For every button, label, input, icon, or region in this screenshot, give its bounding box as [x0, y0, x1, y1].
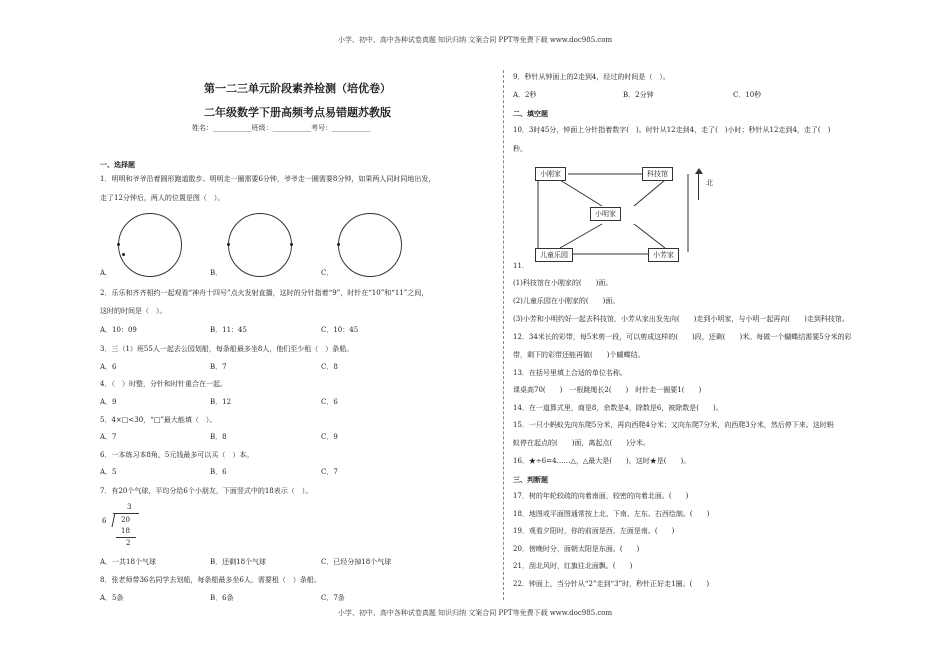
- q2-option-b[interactable]: B．11：45: [210, 326, 247, 334]
- question-1-cont: 走了12分钟后，两人的位置是图（ ）。: [100, 194, 225, 202]
- question-15-cont: 蚁停在起点的( )面，离起点( )分米。: [513, 439, 650, 447]
- q6-option-a[interactable]: A．5: [100, 468, 117, 476]
- q9-option-c[interactable]: C．10秒: [733, 91, 762, 99]
- q6-option-c[interactable]: C．7: [321, 468, 338, 476]
- section-fill-heading: 二、填空题: [513, 109, 548, 118]
- section-choice-heading: 一、选择题: [100, 160, 135, 169]
- question-16: 16．★÷6=4……△，△最大是( )，这时★是( )。: [513, 457, 691, 465]
- division-product: 18: [121, 527, 130, 535]
- question-8: 8．张老师带36名同学去划船，每条船最多坐6人，需要租（ ）条船。: [100, 576, 321, 584]
- question-11-1: (1)科技馆在小刚家的( )面。: [513, 279, 613, 287]
- question-21: 21．刮北风时，红旗往北面飘。( ): [513, 562, 633, 570]
- division-subtract-line: [116, 537, 136, 538]
- position-dot: [337, 243, 340, 246]
- q7-option-b[interactable]: B．还剩18个气球: [210, 558, 267, 566]
- footer-banner: 小学、初中、高中各种试卷真题 知识归纳 文案合同 PPT等免费下载 www.doc985.com: [337, 609, 613, 617]
- q4-option-a[interactable]: A．9: [100, 398, 117, 406]
- q5-option-b[interactable]: B．8: [210, 433, 227, 441]
- q7-option-a[interactable]: A．一共18个气球: [100, 558, 156, 566]
- q4-option-c[interactable]: C．6: [321, 398, 338, 406]
- header-banner: 小学、初中、高中各种试卷真题 知识归纳 文案合同 PPT等免费下载 www.doc985.com: [337, 36, 613, 44]
- question-22: 22．钟面上，当分针从“2”走到“3”时，秒针正好走1圈。( ): [513, 580, 710, 588]
- division-bracket: [112, 513, 116, 527]
- q1-option-c[interactable]: C．: [321, 269, 334, 277]
- question-13: 13．在括号里填上合适的单位名称。: [513, 369, 627, 377]
- exam-subtitle: 二年级数学下册高频考点易错题苏教版: [204, 106, 391, 119]
- q7-option-c[interactable]: C．已经分掉18个气球: [321, 558, 392, 566]
- q9-option-b[interactable]: B．2分钟: [623, 91, 654, 99]
- question-10: 10．3时45分，钟面上分针指着数字( )。时针从12走到4，走了( )小时；秒针从12走到4，走了( ): [513, 126, 831, 134]
- q8-option-c[interactable]: C．7条: [321, 594, 345, 602]
- map-label-xiaofang: 小芳家: [648, 248, 679, 262]
- q1-option-b[interactable]: B．: [210, 269, 223, 277]
- exam-title: 第一二三单元阶段素养检测（培优卷）: [204, 82, 391, 95]
- question-20: 20．傍晚时分，面朝太阳是东面。( ): [513, 545, 640, 553]
- division-dividend: 20: [121, 516, 130, 524]
- circle-option-a: [118, 213, 182, 277]
- q4-option-b[interactable]: B．12: [210, 398, 232, 406]
- question-10-cont: 秒。: [513, 145, 527, 153]
- question-18: 18．地图或平面图通常按上北、下南、左东、右西绘制。( ): [513, 510, 710, 518]
- question-13-blanks: 课桌高70( ) 一根跳绳长2( ) 时针走一圈要1( ): [513, 386, 702, 394]
- question-4: 4．（ ）时整，分针和时针重合在一起。: [100, 380, 227, 388]
- circle-option-c: [338, 213, 402, 277]
- map-label-keji: 科技馆: [642, 167, 673, 181]
- q9-option-a[interactable]: A．2秒: [513, 91, 537, 99]
- question-2: 2．乐乐和齐齐相约一起观看“神舟十四号”点火发射直播，这时的分针指着“9”，时针在“10”和“11”之间，: [100, 289, 429, 297]
- q3-option-c[interactable]: C．8: [321, 363, 338, 371]
- division-divisor: 6: [102, 517, 107, 525]
- question-14: 14．在一道算式里，商是8，余数是4，除数是6，被除数是( )。: [513, 404, 723, 412]
- north-arrow-icon: [695, 168, 703, 200]
- q3-option-a[interactable]: A．6: [100, 363, 117, 371]
- map-label-xiaogang: 小刚家: [535, 167, 566, 181]
- division-bar: [113, 513, 139, 514]
- q2-option-a[interactable]: A．10：09: [100, 326, 137, 334]
- q3-option-b[interactable]: B．7: [210, 363, 227, 371]
- question-19: 19．观看夕阳时，你的前面是西，左面是南。( ): [513, 527, 675, 535]
- position-dot: [290, 243, 293, 246]
- question-15: 15．一只小蚂蚁先向东爬5分米，再向西爬4分米；又向东爬7分米，向西爬3分米，然后停下来。这时蚂: [513, 421, 834, 429]
- north-label: 北: [706, 179, 713, 187]
- q8-option-b[interactable]: B．6条: [210, 594, 234, 602]
- question-5: 5．4×□<30，“□”最大能填（ ）。: [100, 416, 217, 424]
- map-label-xiaoming: 小明家: [590, 207, 621, 221]
- question-11: 11．: [513, 262, 529, 270]
- question-9: 9．秒针从钟面上的2走到4，经过的时间是（ ）。: [513, 73, 670, 81]
- question-1: 1．明明和爷爷沿着圆形跑道散步。明明走一圈需要6分钟，爷爷走一圈需要8分钟，如果两人同时同地出发，: [100, 175, 436, 183]
- question-6: 6．一本练习本8角，5元钱最多可以买（ ）本。: [100, 451, 254, 459]
- position-dot: [122, 253, 125, 256]
- section-judge-heading: 三、判断题: [513, 475, 548, 484]
- q5-option-a[interactable]: A．7: [100, 433, 117, 441]
- question-17: 17．树的年轮较疏的向着南面，较密的向着北面。( ): [513, 492, 689, 500]
- q8-option-a[interactable]: A．5条: [100, 594, 124, 602]
- q1-option-a[interactable]: A．: [100, 269, 113, 277]
- question-11-3: (3)小芳和小明约好一起去科技馆，小芳从家出发先向( )走到小明家，与小明一起再向( )走到科技馆。: [513, 315, 849, 323]
- q2-option-c[interactable]: C．10：45: [321, 326, 359, 334]
- question-2-cont: 这时的时间是（ ）。: [100, 307, 167, 315]
- division-quotient: 3: [127, 503, 132, 511]
- column-divider: [503, 70, 504, 600]
- student-info-line: 姓名：___________班级：___________考号：___________: [192, 124, 371, 132]
- question-12-cont: 带，剩下的彩带还能再做( )个蝴蝶结。: [513, 351, 645, 359]
- position-dot: [117, 243, 120, 246]
- q6-option-b[interactable]: B．6: [210, 468, 227, 476]
- map-label-ertong: 儿童乐园: [535, 248, 573, 262]
- circle-option-b: [228, 213, 292, 277]
- position-dot: [227, 243, 230, 246]
- q5-option-c[interactable]: C．9: [321, 433, 338, 441]
- question-11-2: (2)儿童乐园在小刚家的( )面。: [513, 297, 620, 305]
- question-3: 3．三（1）班55人一起去公园划船，每条船最多坐8人，他们至少租（ ）条船。: [100, 345, 354, 353]
- long-division: [100, 503, 150, 553]
- question-12: 12．34米长的彩带，每5米剪一段，可以剪成这样的( )段，还剩( )米。每做一个蝴蝶结需要5分米的彩: [513, 333, 852, 341]
- question-7: 7．有20个气球，平均分给6个小朋友，下面竖式中的18表示（ ）。: [100, 487, 313, 495]
- division-remainder: 2: [126, 539, 131, 547]
